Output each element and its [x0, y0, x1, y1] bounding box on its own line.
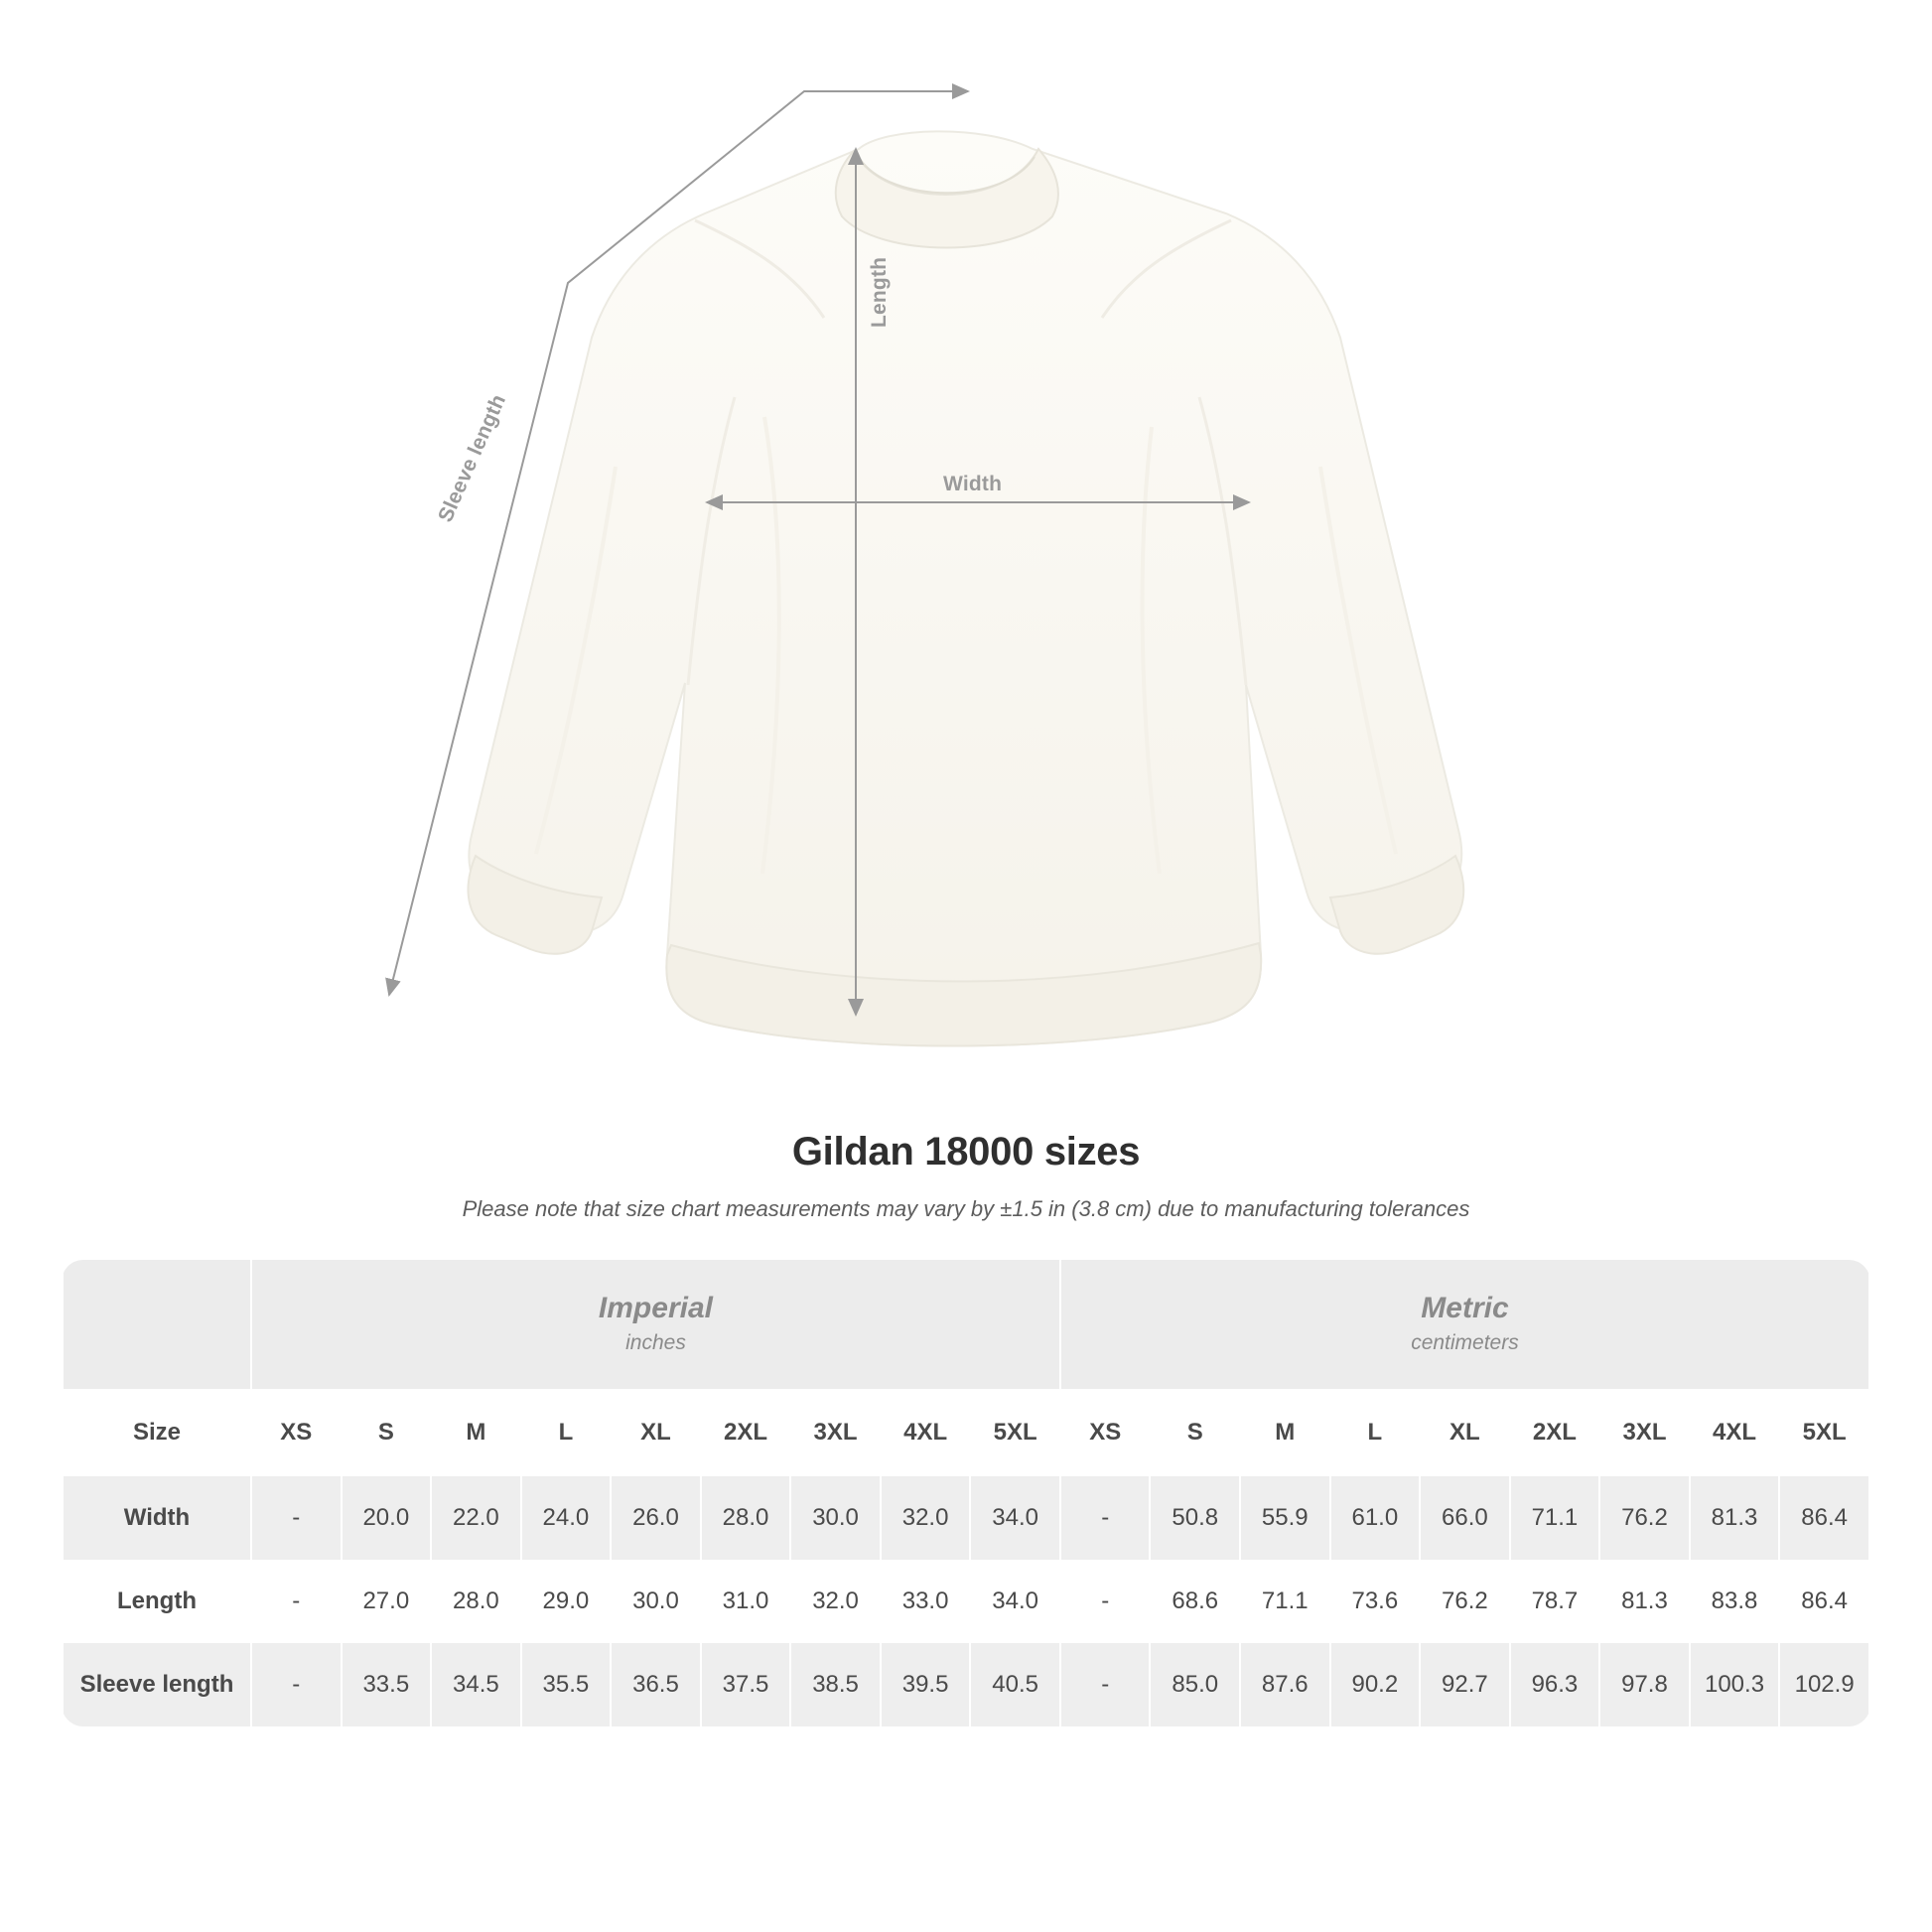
table-cell: 85.0: [1150, 1643, 1240, 1726]
table-row: [63, 1476, 1869, 1560]
table-cell: 31.0: [701, 1560, 791, 1643]
table-cell: 34.5: [431, 1643, 521, 1726]
size-header-cell: XS: [251, 1389, 342, 1476]
table-cell: 81.3: [1599, 1560, 1690, 1643]
size-header-cell: 5XL: [1779, 1389, 1869, 1476]
table-cell: -: [251, 1560, 342, 1643]
size-header-label: Size: [63, 1389, 251, 1476]
table-cell: 36.5: [611, 1643, 701, 1726]
table-cell: 66.0: [1420, 1476, 1510, 1560]
size-header-cell: M: [1240, 1389, 1330, 1476]
table-cell: 87.6: [1240, 1643, 1330, 1726]
unit-header-row: [63, 1260, 1869, 1389]
table-cell: 33.0: [881, 1560, 971, 1643]
label-length: Length: [868, 256, 891, 328]
unit-name-imperial: Imperial: [598, 1292, 713, 1324]
table-cell: 26.0: [611, 1476, 701, 1560]
table-cell: 76.2: [1599, 1476, 1690, 1560]
table-cell: 86.4: [1779, 1560, 1869, 1643]
table-cell: -: [251, 1476, 342, 1560]
size-header-cell: 4XL: [1690, 1389, 1780, 1476]
table-cell: 61.0: [1330, 1476, 1421, 1560]
table-cell: 27.0: [342, 1560, 432, 1643]
size-header-cell: 2XL: [1510, 1389, 1600, 1476]
size-header-cell: M: [431, 1389, 521, 1476]
table-cell: 76.2: [1420, 1560, 1510, 1643]
table-cell: 97.8: [1599, 1643, 1690, 1726]
table-cell: 68.6: [1150, 1560, 1240, 1643]
table-cell: -: [1060, 1560, 1151, 1643]
table-cell: 83.8: [1690, 1560, 1780, 1643]
table-cell: 102.9: [1779, 1643, 1869, 1726]
table-cell: -: [1060, 1476, 1151, 1560]
size-header-cell: XL: [1420, 1389, 1510, 1476]
page-title: Gildan 18000 sizes: [791, 1130, 1141, 1173]
table-cell: 22.0: [431, 1476, 521, 1560]
size-header-cell: XS: [1060, 1389, 1151, 1476]
size-header-cell: 4XL: [881, 1389, 971, 1476]
size-header-cell: 3XL: [1599, 1389, 1690, 1476]
table-cell: 40.5: [970, 1643, 1060, 1726]
title-block: [0, 1130, 1932, 1222]
table-cell: 28.0: [431, 1560, 521, 1643]
table-cell: 32.0: [790, 1560, 881, 1643]
label-sleeve-length: Sleeve length: [434, 390, 511, 526]
table-row: [63, 1643, 1869, 1726]
table-cell: 29.0: [521, 1560, 612, 1643]
size-header-row: [63, 1389, 1869, 1476]
table-cell: 34.0: [970, 1560, 1060, 1643]
table-cell: -: [251, 1643, 342, 1726]
table-cell: 38.5: [790, 1643, 881, 1726]
table-cell: 73.6: [1330, 1560, 1421, 1643]
table-cell: 50.8: [1150, 1476, 1240, 1560]
label-width: Width: [943, 473, 1003, 495]
size-header-cell: L: [521, 1389, 612, 1476]
size-header-cell: XL: [611, 1389, 701, 1476]
unit-sub-imperial: inches: [625, 1330, 686, 1354]
table-cell: 20.0: [342, 1476, 432, 1560]
size-header-cell: 5XL: [970, 1389, 1060, 1476]
row-label-sleeve-length: Sleeve length: [63, 1643, 251, 1726]
size-header-cell: S: [1150, 1389, 1240, 1476]
table-row: [63, 1560, 1869, 1643]
table-cell: 71.1: [1240, 1560, 1330, 1643]
table-cell: 24.0: [521, 1476, 612, 1560]
measurement-note: Please note that size chart measurements may vary by ±1.5 in (3.8 cm) due to manufacturing tolerances: [462, 1196, 1470, 1221]
table-cell: 81.3: [1690, 1476, 1780, 1560]
unit-name-metric: Metric: [1421, 1292, 1509, 1324]
row-label-width: Width: [63, 1476, 251, 1560]
size-header-cell: S: [342, 1389, 432, 1476]
unit-header-metric: [1060, 1260, 1869, 1389]
size-table-wrapper: [62, 1260, 1870, 1726]
table-cell: 39.5: [881, 1643, 971, 1726]
unit-header-spacer: [63, 1260, 251, 1389]
table-cell: 32.0: [881, 1476, 971, 1560]
table-cell: 35.5: [521, 1643, 612, 1726]
table-cell: -: [1060, 1643, 1151, 1726]
table-cell: 28.0: [701, 1476, 791, 1560]
table-cell: 37.5: [701, 1643, 791, 1726]
unit-sub-metric: centimeters: [1411, 1330, 1519, 1354]
table-cell: 33.5: [342, 1643, 432, 1726]
size-header-cell: L: [1330, 1389, 1421, 1476]
table-cell: 55.9: [1240, 1476, 1330, 1560]
table-cell: 96.3: [1510, 1643, 1600, 1726]
row-label-length: Length: [63, 1560, 251, 1643]
size-header-cell: 2XL: [701, 1389, 791, 1476]
table-cell: 30.0: [790, 1476, 881, 1560]
table-cell: 92.7: [1420, 1643, 1510, 1726]
size-header-cell: 3XL: [790, 1389, 881, 1476]
table-cell: 71.1: [1510, 1476, 1600, 1560]
table-cell: 100.3: [1690, 1643, 1780, 1726]
table-cell: 90.2: [1330, 1643, 1421, 1726]
table-cell: 78.7: [1510, 1560, 1600, 1643]
table-cell: 86.4: [1779, 1476, 1869, 1560]
size-table: [62, 1260, 1870, 1726]
unit-header-imperial: [251, 1260, 1060, 1389]
table-cell: 30.0: [611, 1560, 701, 1643]
table-cell: 34.0: [970, 1476, 1060, 1560]
